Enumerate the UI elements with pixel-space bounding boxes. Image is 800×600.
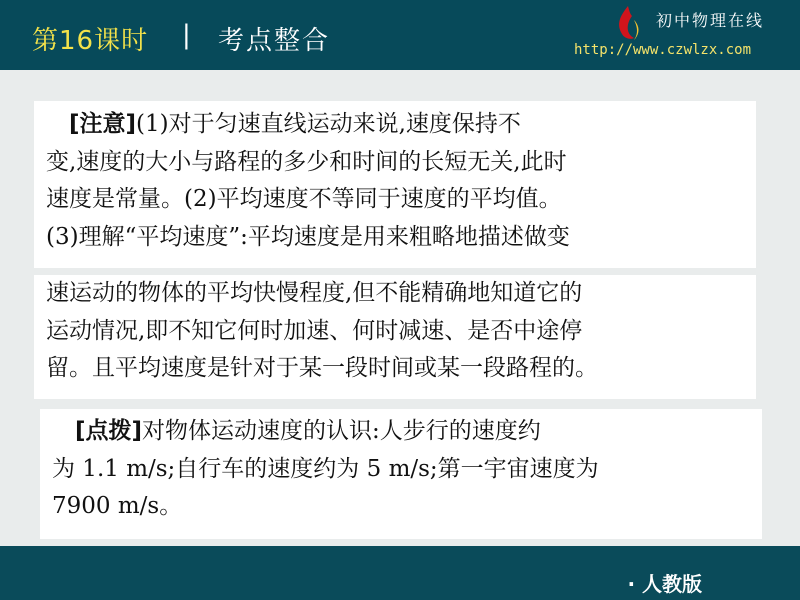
site-name: 初中物理在线 <box>656 11 765 30</box>
note-line-4: (3)理解“平均速度”:平均速度是用来粗略地描述做变 <box>46 223 570 250</box>
note-line-2: 变,速度的大小与路程的多少和时间的长短无关,此时 <box>46 148 567 175</box>
note-cont-line-1: 速运动的物体的平均快慢程度,但不能精确地知道它的 <box>46 280 583 306</box>
edition-label: · 人教版 <box>627 572 702 596</box>
note-panel <box>34 101 756 268</box>
note-cont-line-2: 运动情况,即不知它何时加速、何时减速、是否中途停 <box>46 317 583 344</box>
note-continued-panel <box>34 275 756 399</box>
note-line-3: 速度是常量。(2)平均速度不等同于速度的平均值。 <box>46 186 562 212</box>
tip-line-2: 为 1.1 m/s;自行车的速度约为 5 m/s;第一宇宙速度为 <box>52 455 599 482</box>
flame-logo-icon <box>610 4 646 44</box>
footer-bar <box>0 546 800 600</box>
tip-label: [点拨] <box>75 418 143 444</box>
site-url[interactable]: http://www.czwlzx.com <box>574 42 752 58</box>
tip-line-1: [点拨]对物体运动速度的认识:人步行的速度约 <box>75 418 541 444</box>
tip-line-3: 7900 m/s。 <box>52 493 183 519</box>
note-label: [注意] <box>69 111 137 137</box>
topic-title: 考点整合 <box>218 26 331 56</box>
note-cont-line-3: 留。且平均速度是针对于某一段时间或某一段路程的。 <box>46 355 598 381</box>
tip-panel <box>40 409 762 539</box>
lesson-title: 第16课时 <box>32 26 149 56</box>
note-line-1: [注意](1)对于匀速直线运动来说,速度保持不 <box>69 111 521 137</box>
title-separator: | <box>182 20 191 50</box>
header-bar <box>0 0 800 70</box>
